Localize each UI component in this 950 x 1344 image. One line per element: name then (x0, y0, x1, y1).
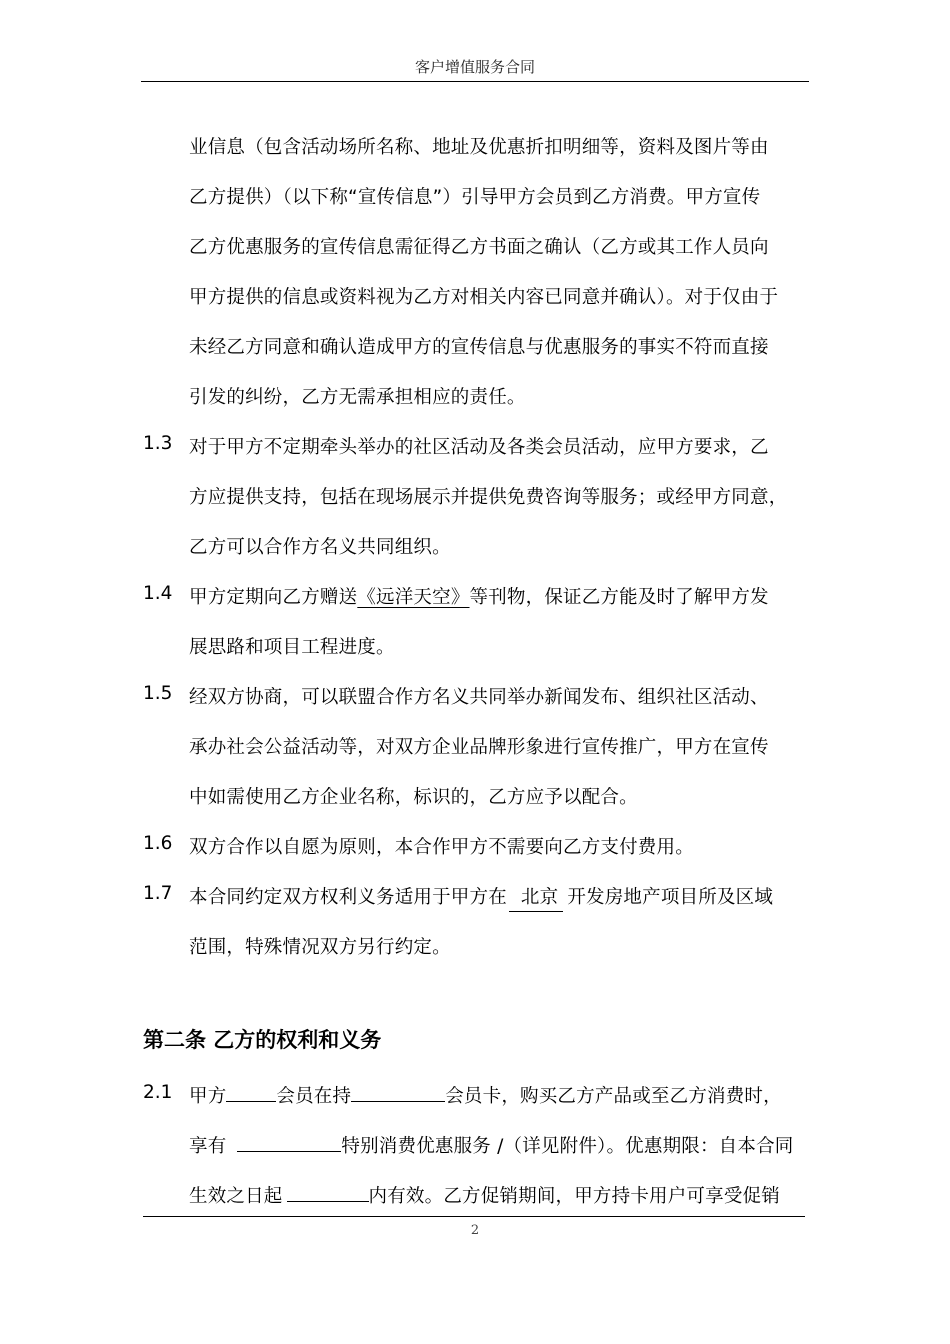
city-value: 北京 (520, 887, 559, 908)
header-divider (141, 81, 809, 82)
clause-line (189, 1182, 780, 1208)
paragraph-line: 业信息（包含活动场所名称、地址及优惠折扣明细等，资料及图片等由 (189, 137, 769, 158)
article-heading: 第二条 乙方的权利和义务 (143, 1028, 382, 1052)
blank-fill-field[interactable] (287, 1183, 369, 1202)
clause-line (189, 583, 769, 609)
clause-text: 开发房地产项目所及区域 (567, 887, 774, 908)
clause-line: 乙方可以合作方名义共同组织。 (189, 537, 451, 558)
clause-text: 会员卡，购买乙方产品或至乙方消费时， (445, 1086, 782, 1107)
clause-text: 生效之日起 (189, 1186, 283, 1207)
clause-line: 范围，特殊情况双方另行约定。 (189, 937, 451, 958)
clause-number: 1.3 (143, 433, 173, 454)
clause-text: 特别消费优惠服务 /（详见附件）。优惠期限：自本合同 (341, 1136, 794, 1157)
page-number: 2 (470, 1223, 480, 1238)
clause-text: 享有 (189, 1136, 227, 1157)
blank-fill-field[interactable] (237, 1133, 341, 1152)
clause-text: 等刊物，保证乙方能及时了解甲方发 (469, 587, 769, 608)
clause-line (189, 1082, 782, 1108)
clause-text: 本合同约定双方权利义务适用于甲方在 (189, 887, 507, 908)
clause-number: 2.1 (143, 1082, 173, 1103)
clause-number: 1.5 (143, 683, 173, 704)
clause-text: 内有效。乙方促销期间，甲方持卡用户可享受促销 (368, 1186, 780, 1207)
clause-line: 展思路和项目工程进度。 (189, 637, 395, 658)
clause-number: 1.7 (143, 883, 173, 904)
paragraph-line: 未经乙方同意和确认造成甲方的宣传信息与优惠服务的事实不符而直接 (189, 337, 769, 358)
paragraph-line: 甲方提供的信息或资料视为乙方对相关内容已同意并确认）。对于仅由于 (189, 287, 779, 308)
clause-line: 承办社会公益活动等，对双方企业品牌形象进行宣传推广，甲方在宣传 (189, 737, 769, 758)
blank-fill-field[interactable] (226, 1083, 276, 1102)
clause-line: 中如需使用乙方企业名称，标识的，乙方应予以配合。 (189, 787, 638, 808)
clause-text: 会员在持 (276, 1086, 352, 1107)
clause-number: 1.6 (143, 833, 173, 854)
publication-title: 《远洋天空》 (357, 587, 470, 608)
clause-line: 经双方协商，可以联盟合作方名义共同举办新闻发布、组织社区活动、 (189, 687, 769, 708)
clause-line: 双方合作以自愿为原则，本合作甲方不需要向乙方支付费用。 (189, 837, 694, 858)
city-fill-field (509, 883, 563, 912)
clause-line: 方应提供支持，包括在现场展示并提供免费咨询等服务；或经甲方同意， (189, 487, 788, 508)
clause-number: 1.4 (143, 583, 173, 604)
clause-text: 甲方定期向乙方赠送 (189, 587, 358, 608)
clause-text: 甲方 (189, 1086, 227, 1107)
clause-line: 对于甲方不定期牵头举办的社区活动及各类会员活动，应甲方要求，乙 (189, 437, 769, 458)
page-header-title: 客户增值服务合同 (414, 58, 535, 76)
paragraph-line: 乙方提供）（以下称“宣传信息”）引导甲方会员到乙方消费。甲方宣传 (189, 187, 761, 208)
footer-divider (143, 1216, 805, 1217)
paragraph-line: 引发的纠纷，乙方无需承担相应的责任。 (189, 387, 526, 408)
clause-line (189, 883, 773, 912)
clause-line (189, 1132, 793, 1158)
paragraph-line: 乙方优惠服务的宣传信息需征得乙方书面之确认（乙方或其工作人员向 (189, 237, 769, 258)
blank-fill-field[interactable] (351, 1083, 445, 1102)
